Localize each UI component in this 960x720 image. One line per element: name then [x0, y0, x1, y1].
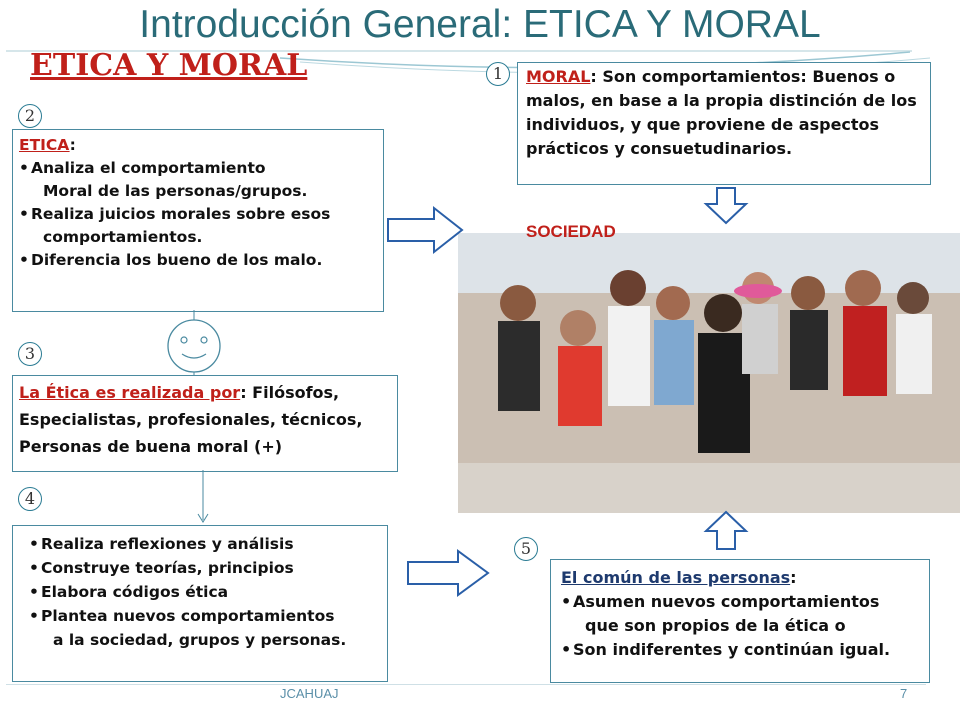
- right-arrow-icon: [406, 548, 491, 598]
- list-item: [19, 249, 377, 272]
- badge-3: 3: [18, 342, 42, 366]
- crowd-illustration: [458, 233, 960, 513]
- footer-divider: [6, 684, 926, 685]
- comun-colon: :: [790, 568, 797, 587]
- comun-list: [561, 590, 921, 662]
- moral-box: [517, 62, 931, 185]
- page-number: 7: [900, 686, 908, 701]
- list-item: [561, 638, 921, 662]
- list-item-text: Elabora códigos ética: [41, 583, 229, 601]
- list-item-text: Construye teorías, principios: [41, 559, 294, 577]
- badge-1: 1: [486, 62, 510, 86]
- up-arrow-icon: [703, 510, 749, 552]
- smiley-icon: [160, 310, 240, 375]
- list-item: [29, 580, 379, 604]
- list-item: [29, 532, 379, 556]
- realizada-term: La Ética es realizada por: [19, 383, 241, 402]
- etica-list: [19, 157, 377, 272]
- etica-box: [12, 129, 384, 312]
- list-item: [19, 203, 377, 249]
- list-item-continuation: a la sociedad, grupos y personas.: [53, 631, 347, 649]
- sociedad-label: SOCIEDAD: [526, 222, 616, 241]
- moral-text: : Son comportamientos: Buenos o malos, en base a la propia distinción de los individuos, y que proviene de aspectos prácticos y consuetudinarios.: [526, 67, 917, 158]
- reflexiones-list: [29, 532, 379, 652]
- list-item-continuation: que son propios de la ética o: [585, 616, 846, 635]
- list-item-text: Analiza el comportamiento: [31, 159, 266, 177]
- etica-colon: :: [69, 136, 76, 154]
- slide-subtitle: ETICA Y MORAL: [30, 48, 308, 83]
- list-item: [19, 157, 377, 203]
- comun-term: El común de las personas: [561, 568, 791, 587]
- list-item: [29, 604, 379, 652]
- list-item-text: Plantea nuevos comportamientos: [41, 607, 335, 625]
- list-item-text: Son indiferentes y continúan igual.: [573, 640, 891, 659]
- badge-5: 5: [514, 537, 538, 561]
- footer-author: JCAHUAJ: [280, 686, 339, 701]
- realizada-box: [12, 375, 398, 472]
- realizada-text: : Filósofos, Especialistas, profesionales, técnicos, Personas de buena moral (+): [19, 383, 363, 456]
- list-item-text: Diferencia los bueno de los malo.: [31, 251, 323, 269]
- list-item: [29, 556, 379, 580]
- connector-arrow: [195, 470, 215, 526]
- page-title: Introducción General: ETICA Y MORAL: [139, 3, 821, 46]
- badge-2: 2: [18, 104, 42, 128]
- reflexiones-box: [12, 525, 388, 682]
- badge-4: 4: [18, 487, 42, 511]
- comun-box: [550, 559, 930, 683]
- list-item-continuation: comportamientos.: [43, 228, 203, 246]
- list-item-continuation: Moral de las personas/grupos.: [43, 182, 308, 200]
- list-item-text: Asumen nuevos comportamientos: [573, 592, 880, 611]
- etica-term: ETICA: [19, 136, 70, 154]
- list-item: [561, 590, 921, 638]
- society-crowd-photo: [458, 233, 960, 513]
- right-arrow-icon: [386, 205, 466, 255]
- list-item-text: Realiza reflexiones y análisis: [41, 535, 294, 553]
- list-item-text: Realiza juicios morales sobre esos: [31, 205, 331, 223]
- moral-term: MORAL: [526, 67, 591, 86]
- down-arrow-icon: [703, 186, 749, 226]
